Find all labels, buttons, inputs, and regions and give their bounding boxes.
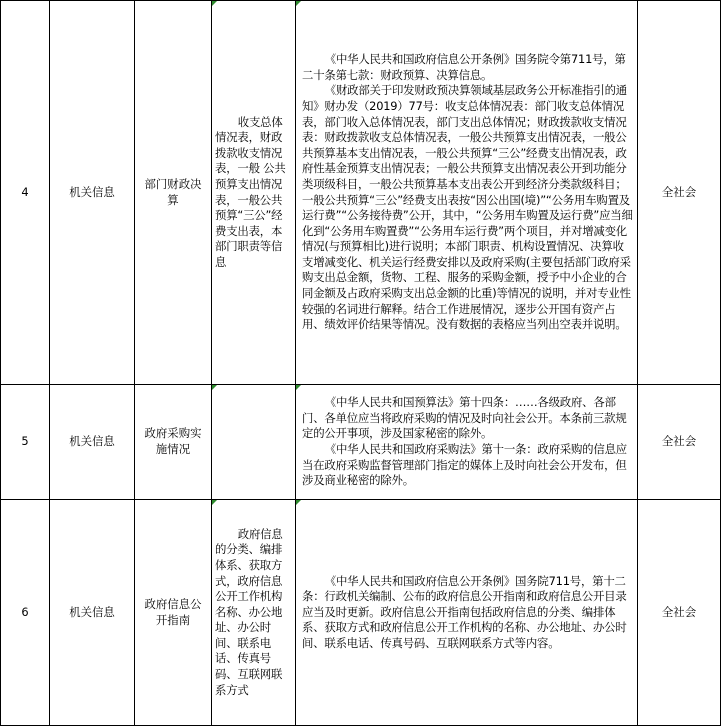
- disclosure-basis-cell: [296, 500, 638, 726]
- cell-comment-marker: [212, 1, 217, 6]
- cell-comment-marker: [296, 500, 301, 505]
- table-row: [1, 385, 721, 500]
- disclosure-item: 部门财政决算: [135, 1, 212, 385]
- basis-paragraph: 《中华人民共和国政府采购法》第十一条：政府采购的信息应当在政府采购监督管理部门指定的媒体上及时向社会公开发布，但涉及商业秘密的除外。: [302, 442, 627, 488]
- row-number: 4: [1, 1, 50, 385]
- info-type: 机关信息: [50, 1, 135, 385]
- disclosure-content: 政府信息的分类、编排体系、获取方式，政府信息公开工作机构名称、办公地址、办公时间、联系电话、传真号码、互联网联系方式: [215, 526, 283, 697]
- disclosure-item: 政府信息公开指南: [135, 500, 212, 726]
- cell-comment-marker: [212, 500, 217, 505]
- row-number: 5: [1, 385, 50, 500]
- disclosure-content: 收支总体情况表，财政拨款收支情况表，一般 公共预算支出情况表，一般公共预算“三公”经费支出表，本部门职责等信息: [215, 114, 286, 269]
- info-type: 机关信息: [50, 500, 135, 726]
- disclosure-scope: 全社会: [638, 385, 721, 500]
- disclosure-content-cell: [212, 500, 296, 726]
- basis-paragraph: 《财政部关于印发财政预决算领域基层政务公开标准指引的通知》财办发（2019）77号：收支总体情况表：部门收支总体情况表，部门收入总体情况表，部门支出总体情况；财政拨款收支情况表：财政拨款收支总体情况表，一般公共预算支出情况表，一般公共预算基本支出情况表，一般公共预算“三公”经费支出情况表，政府性基金预算支出情况表；一般公共预算支出情况表公开到功能分类项级科目，一般公共预算基本支出表公开到经济分类款级科目；一般公共预算“三公”经费支出表按“因公出国(境)”“公务用车购置及运行费”“公务接待费”公开，其中，“公务用车购置及运行费”应当细化到“公务用车购置费”“公务用车运行费”两个项目，并对增减变化情况(与预算相比)进行说明；本部门职责、机构设置情况、决算收支增减变化、机关运行经费安排以及政府采购(主要包括部门政府采购支出总金额，货物、工程、服务的采购金额，授予中小企业的合同金额及占政府采购支出总金额的比重)等情况的说明，并对专业性较强的名词进行解释。结合工作进展情况，逐步公开国有资产占用、绩效评价结果等情况。没有数据的表格应当列出空表并说明。: [302, 83, 633, 332]
- table-row: [1, 1, 721, 385]
- table-row: [1, 500, 721, 726]
- info-type: 机关信息: [50, 385, 135, 500]
- disclosure-scope: 全社会: [638, 1, 721, 385]
- basis-paragraph: 《中华人民共和国预算法》第十四条：……各级政府、各部门、各单位应当将政府采购的情况及时向社会公开。本条前三款规定的公开事项，涉及国家秘密的除外。: [302, 395, 627, 441]
- cell-comment-marker: [212, 385, 217, 390]
- disclosure-basis-cell: [296, 385, 638, 500]
- disclosure-item: 政府采购实施情况: [135, 385, 212, 500]
- basis-paragraph: 《中华人民共和国政府信息公开条例》国务院令第711号，第二十条第七款：财政预算、决算信息。: [302, 52, 626, 82]
- disclosure-scope: 全社会: [638, 500, 721, 726]
- disclosure-content-cell: [212, 1, 296, 385]
- row-number: 6: [1, 500, 50, 726]
- cell-comment-marker: [296, 385, 301, 390]
- disclosure-content-cell: [212, 385, 296, 500]
- cell-comment-marker: [296, 1, 301, 6]
- disclosure-basis-cell: [296, 1, 638, 385]
- basis-paragraph: 《中华人民共和国政府信息公开条例》国务院711号，第十二条：行政机关编制、公布的政府信息公开指南和政府信息公开目录应当及时更新。政府信息公开指南包括政府信息的分类、编排体系、获取方式和政府信息公开工作机构的名称、办公地址、办公时间、联系电话、传真号码、互联网联系方式等内容。: [302, 573, 627, 650]
